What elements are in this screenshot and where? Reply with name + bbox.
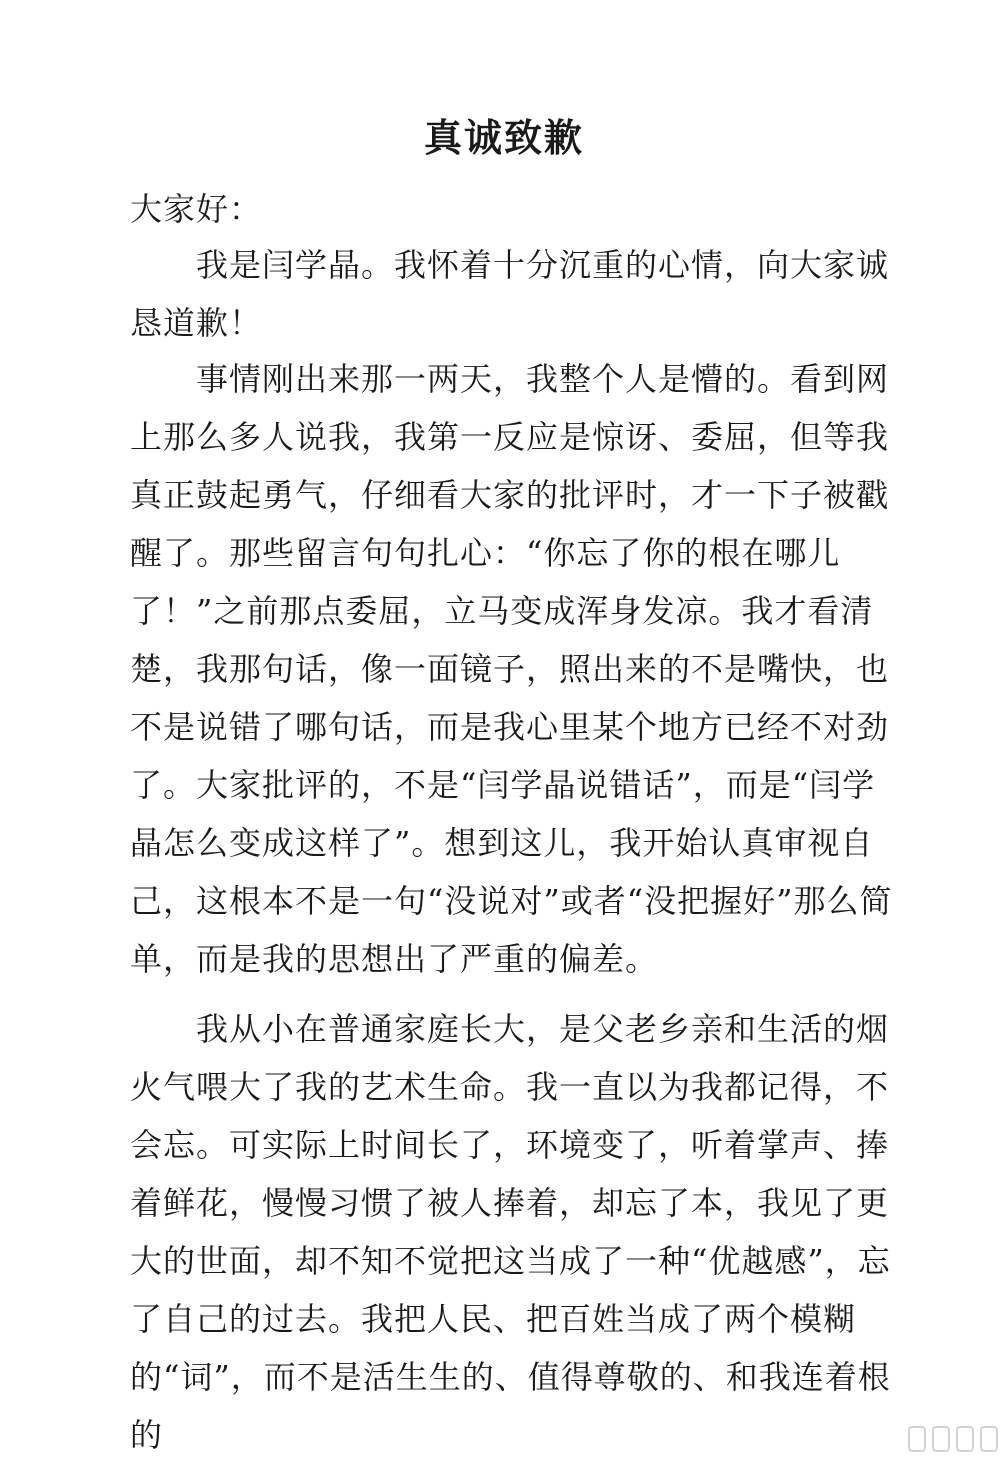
watermark-mark [932, 1426, 950, 1452]
watermark-mark [908, 1426, 926, 1452]
paragraph-2: 事情刚出来那一两天，我整个人是懵的。看到网上那么多人说我，我第一反应是惊讶、委屈，但等我真正鼓起勇气，仔细看大家的批评时，才一下子被戳醒了。那些留言句句扎心：“你忘了你的根在哪儿了！”之前那点委屈，立马变成浑身发凉。我才看清楚，我那句话，像一面镜子，照出来的不是嘴快，也不是说错了哪句话，而是我心里某个地方已经不对劲了。大家批评的，不是“闫学晶说错话”，而是“闫学晶怎么变成这样了”。想到这儿，我开始认真审视自己，这根本不是一句“没说对”或者“没把握好”那么简单，而是我的思想出了严重的偏差。 [130, 360, 893, 978]
paragraph-3: 我从小在普通家庭长大，是父老乡亲和生活的烟火气喂大了我的艺术生命。我一直以为我都记得，不会忘。可实际上时间长了，环境变了，听着掌声、捧着鲜花，慢慢习惯了被人捧着，却忘了本，我见了更大的世面，却不知不觉把这当成了一种“优越感”，忘了自己的过去。我把人民、把百姓当成了两个模糊的“词”，而不是活生生的、值得尊敬的、和我连着根的 [130, 1010, 891, 1454]
document-title: 真诚致歉 [423, 115, 584, 160]
salutation: 大家好： [130, 190, 263, 228]
watermark-mark [956, 1426, 974, 1452]
watermark-mark [980, 1426, 998, 1452]
paragraph-1: 我是闫学晶。我怀着十分沉重的心情，向大家诚恳道歉！ [130, 246, 890, 342]
watermark-logo-icon [848, 1424, 998, 1454]
